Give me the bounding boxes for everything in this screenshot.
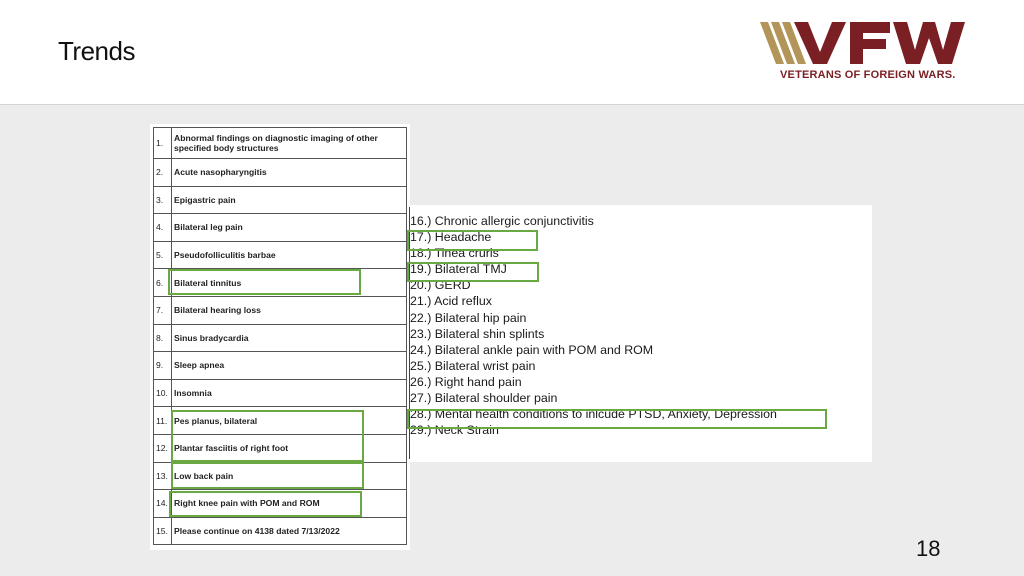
list-item: 25.) Bilateral wrist pain bbox=[410, 358, 536, 373]
row-condition: Bilateral tinnitus bbox=[172, 269, 407, 297]
row-number: 12. bbox=[154, 434, 172, 462]
highlight-mental-health bbox=[407, 409, 827, 429]
row-number: 9. bbox=[154, 352, 172, 380]
row-condition: Acute nasopharyngitis bbox=[172, 159, 407, 187]
row-number: 1. bbox=[154, 128, 172, 159]
list-item: 17.) Headache bbox=[410, 230, 492, 245]
row-number: 15. bbox=[154, 517, 172, 545]
list-item: 26.) Right hand pain bbox=[410, 374, 522, 389]
list-item: 16.) Chronic allergic conjunctivitis bbox=[410, 214, 594, 228]
highlight-pes-planus bbox=[171, 410, 364, 462]
vfw-logo-subtitle: VETERANS OF FOREIGN WARS. bbox=[780, 69, 956, 81]
row-condition: Bilateral hearing loss bbox=[172, 296, 407, 324]
highlight-tinnitus bbox=[168, 269, 361, 295]
list-item: 22.) Bilateral hip pain bbox=[410, 310, 527, 325]
list-item: 18.) Tinea cruris bbox=[410, 246, 499, 261]
table-row bbox=[154, 352, 407, 380]
list-item: 19.) Bilateral TMJ bbox=[410, 262, 507, 277]
slide-title: Trends bbox=[58, 36, 135, 66]
highlight-tmj bbox=[407, 262, 539, 282]
table-row bbox=[154, 296, 407, 324]
table-row bbox=[154, 128, 407, 159]
row-number: 6. bbox=[154, 269, 172, 297]
table-row bbox=[154, 186, 407, 214]
list-item: 23.) Bilateral shin splints bbox=[410, 326, 545, 341]
row-condition: Sleep apnea bbox=[172, 352, 407, 380]
row-condition: Epigastric pain bbox=[172, 186, 407, 214]
row-condition: Sinus bradycardia bbox=[172, 324, 407, 352]
row-number: 3. bbox=[154, 186, 172, 214]
table-row bbox=[154, 159, 407, 187]
row-number: 7. bbox=[154, 296, 172, 324]
row-condition: Plantar fasciitis of right foot bbox=[172, 434, 407, 462]
table-row bbox=[154, 324, 407, 352]
table-row bbox=[154, 214, 407, 242]
row-number: 13. bbox=[154, 462, 172, 490]
row-number: 2. bbox=[154, 159, 172, 187]
list-item: 27.) Bilateral shoulder pain bbox=[410, 391, 558, 406]
table-row bbox=[154, 379, 407, 407]
row-condition: Abnormal findings on diagnostic imaging of other specified body structures bbox=[172, 128, 407, 159]
row-condition: Bilateral leg pain bbox=[172, 214, 407, 242]
list-item: 29.) Neck Strain bbox=[410, 423, 499, 438]
row-condition: Pseudofolliculitis barbae bbox=[172, 241, 407, 269]
row-condition: Pes planus, bilateral bbox=[172, 407, 407, 435]
row-number: 11. bbox=[154, 407, 172, 435]
row-condition: Please continue on 4138 dated 7/13/2022 bbox=[172, 517, 407, 545]
highlight-headache bbox=[407, 230, 538, 251]
row-condition: Low back pain bbox=[172, 462, 407, 490]
row-condition: Right knee pain with POM and ROM bbox=[172, 490, 407, 518]
highlight-right-knee bbox=[169, 491, 362, 517]
list-item: 21.) Acid reflux bbox=[410, 294, 492, 309]
list-item: 28.) Mental health conditions to inlcude PTSD, Anxiety, Depression bbox=[410, 407, 777, 422]
row-number: 10. bbox=[154, 379, 172, 407]
row-number: 14. bbox=[154, 490, 172, 518]
list-item: 20.) GERD bbox=[410, 278, 471, 293]
table-row bbox=[154, 517, 407, 545]
slide-header bbox=[0, 0, 1024, 105]
page-number: 18 bbox=[916, 536, 941, 561]
row-number: 8. bbox=[154, 324, 172, 352]
row-number: 5. bbox=[154, 241, 172, 269]
highlight-low-back-pain bbox=[171, 462, 364, 489]
row-number: 4. bbox=[154, 214, 172, 242]
row-condition: Insomnia bbox=[172, 379, 407, 407]
table-row bbox=[154, 241, 407, 269]
list-item: 24.) Bilateral ankle pain with POM and ROM bbox=[410, 342, 654, 357]
